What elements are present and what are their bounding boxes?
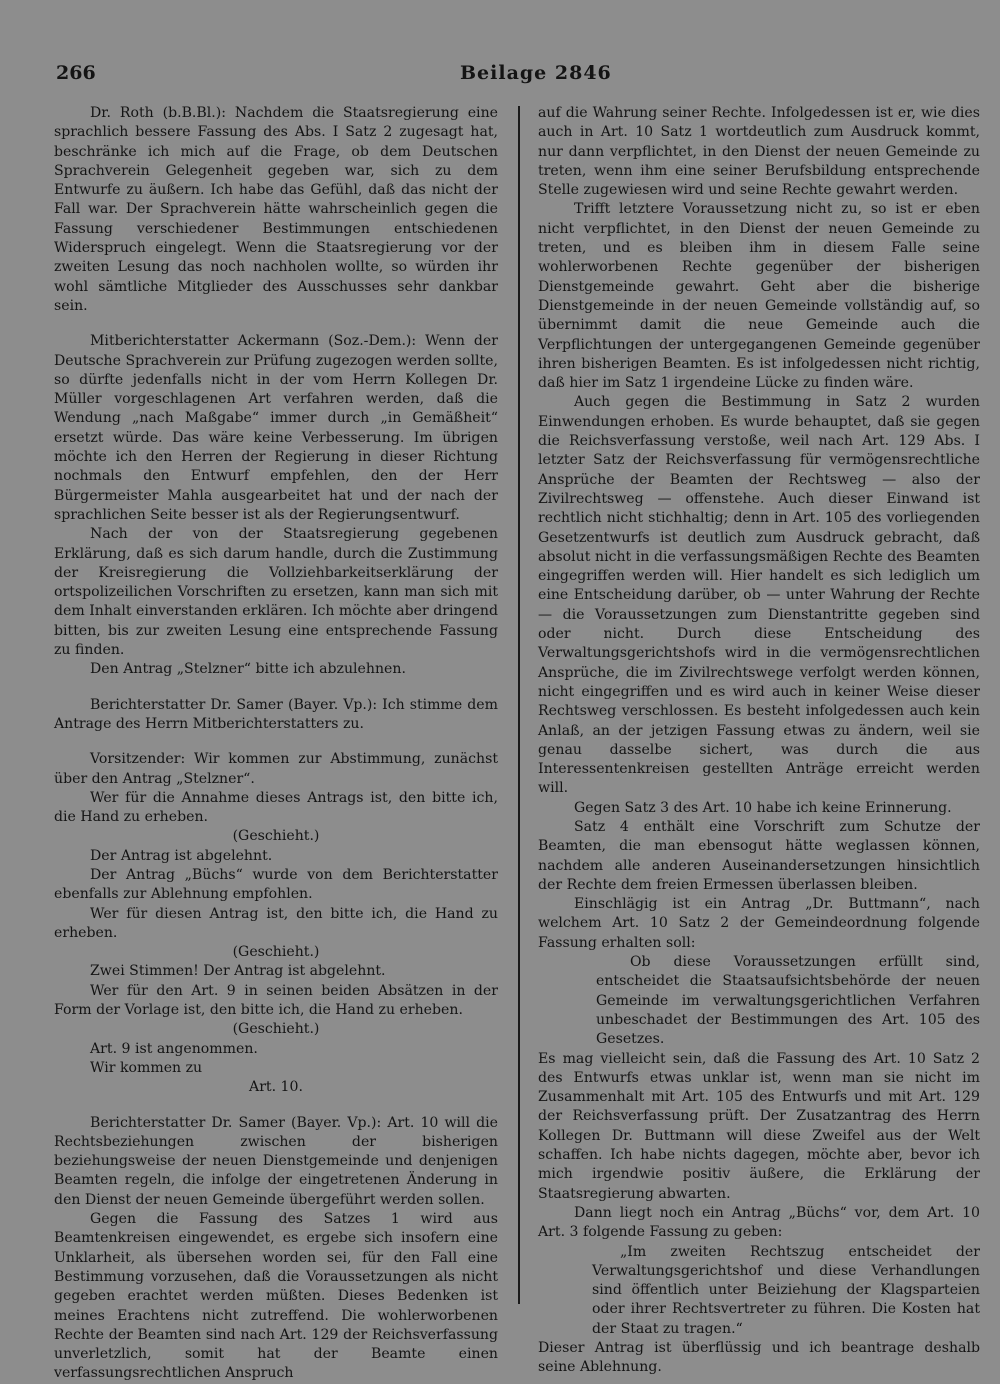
paragraph: Gegen die Fassung des Satzes 1 wird aus Beamtenkreisen eingewendet, es ergebe sich insofern eine Unklarheit, als übersehen worden sei, für den Fall eine Bestimmung vorzusehen, daß die Voraussetzungen als nicht gegeben erachtet werden müßten. Dieses Bedenken ist meines Erachtens nicht zutreffend. Die wohlerworbenen Rechte der Beamten sind nach Art. 129 der Reichsverfassung unverletzlich, somit hat der Beamte einen verfassungsrechtlichen Anspruch <box>54 1211 498 1382</box>
paragraph: auf die Wahrung seiner Rechte. Infolgedessen ist er, wie dies auch in Art. 10 Satz 1 wortdeutlich zum Ausdruck kommt, nur dann verpflichtet, in den Dienst der neuen Gemeinde zu treten, wenn ihm eine seiner Berufsbildung entsprechende Stelle zugewiesen wird und seine Rechte gewahrt werden. <box>538 105 980 199</box>
paragraph: Vorsitzender: Wir kommen zur Abstimmung, zunächst über den Antrag „Stelzner“. <box>54 751 498 787</box>
quoted-amendment: „Im zweiten Rechtszug entscheidet der Verwaltungsgerichtshof und diese Verhandlungen sind öffentlich unter Beiziehung der Klagsparteien oder ihrer Rechtsvertreter zu führen. Die Kosten hat der Staat zu tragen.“ <box>592 1243 980 1337</box>
paragraph: Art. 9 ist angenommen. <box>90 1040 258 1057</box>
paragraph: Dann liegt noch ein Antrag „Büchs“ vor, dem Art. 10 Art. 3 folgende Fassung zu geben: <box>538 1204 980 1241</box>
stage-direction: (Geschieht.) <box>232 1021 320 1038</box>
paragraph: Zwei Stimmen! Der Antrag ist abgelehnt. <box>90 963 386 980</box>
paragraph: Dieser Antrag ist überflüssig und ich beantrage deshalb seine Ablehnung. <box>538 1340 980 1376</box>
page-title: Beilage 2846 <box>460 62 612 84</box>
quoted-amendment: Ob diese Voraussetzungen erfüllt sind, entscheidet die Staatsaufsichtsbehörde der neuen Gemeinde im verwaltungsgerichtlichen Verfahren unbeschadet der Bestimmungen des Art. 105 des Gesetzes. <box>596 954 980 1048</box>
paragraph: Einschlägig ist ein Antrag „Dr. Buttmann“, nach welchem Art. 10 Satz 2 der Gemeindeordnung folgende Fassung erhalten soll: <box>538 896 980 951</box>
page-number: 266 <box>56 62 96 84</box>
paragraph: Berichterstatter Dr. Samer (Bayer. Vp.): Ich stimme dem Antrage des Herrn Mitberichterstatters zu. <box>54 696 498 732</box>
paragraph: Gegen Satz 3 des Art. 10 habe ich keine Erinnerung. <box>574 799 952 816</box>
left-column <box>54 104 498 1384</box>
paragraph: Mitberichterstatter Ackermann (Soz.-Dem.): Wenn der Deutsche Sprachverein zur Prüfung zugezogen werden sollte, so dürfte jedenfalls nicht in der vom Herrn Kollegen Dr. Müller vorgeschlagenen Art verfahren werden, daß die Wendung „nach Maßgabe“ immer durch „in Gemäßheit“ ersetzt würde. Das wäre keine Verbesserung. Im übrigen möchte ich den Herren der Regierung in dieser Richtung nochmals den Entwurf empfehlen, den der Herr Bürgermeister Mahla ausgearbeitet hat und der nach der sprachlichen Seite besser ist als der Regierungsentwurf. <box>54 333 498 523</box>
paragraph: Der Antrag „Büchs“ wurde von dem Berichterstatter ebenfalls zur Ablehnung empfohlen. <box>54 866 498 903</box>
paragraph: Trifft letztere Voraussetzung nicht zu, so ist er eben nicht verpflichtet, in den Dienst der neuen Gemeinde zu treten, und es bleiben ihm in diesem Falle seine wohlerworbenen Rechte gegenüber der bisherigen Dienstgemeinde gewahrt. Geht aber die bisherige Dienstgemeinde in der neuen Gemeinde vollständig auf, so übernimmt damit die neue Gemeinde auch die Verpflichtungen der untergegangenen Gemeinde gegenüber ihren bisherigen Beamten. Es ist infolgedessen nicht richtig, daß hier im Satz 1 irgendeine Lücke zu finden wäre. <box>538 201 980 392</box>
paragraph: Den Antrag „Stelzner“ bitte ich abzulehnen. <box>90 661 406 678</box>
column-divider <box>518 106 520 1304</box>
section-heading: Art. 10. <box>249 1079 303 1096</box>
paragraph: Wer für diesen Antrag ist, den bitte ich, die Hand zu erheben. <box>54 905 498 941</box>
paragraph: Wer für die Annahme dieses Antrags ist, den bitte ich, die Hand zu erheben. <box>54 789 498 826</box>
right-column <box>538 104 980 1378</box>
page-header <box>56 62 978 92</box>
stage-direction: (Geschieht.) <box>232 828 320 845</box>
paragraph: Dr. Roth (b.B.Bl.): Nachdem die Staatsregierung eine sprachlich bessere Fassung des Abs. I Satz 2 zugesagt hat, beschränke ich mich auf die Frage, ob dem Deutschen Sprachverein Gelegenheit gegeben war, sich zu dem Entwurfe zu äußern. Ich habe das Gefühl, daß das nicht der Fall war. Der Sprachverein hätte wahrscheinlich gegen die Fassung verschiedener Bestimmungen entschiedenen Widerspruch eingelegt. Wenn die Staatsregierung vor der zweiten Lesung das noch nachholen wollte, so würden ihr wohl sämtliche Mitglieder des Ausschusses sehr dankbar sein. <box>54 105 498 314</box>
stage-direction: (Geschieht.) <box>232 944 320 961</box>
paragraph: Der Antrag ist abgelehnt. <box>90 847 273 864</box>
paragraph: Auch gegen die Bestimmung in Satz 2 wurden Einwendungen erhoben. Es wurde behauptet, daß sie gegen die Reichsverfassung verstoße, weil nach Art. 129 Abs. I letzter Satz der Reichsverfassung für vermögensrechtliche Ansprüche der Beamten der Rechtsweg — also der Zivilrechtsweg — offenstehe. Auch dieser Einwand ist rechtlich nicht stichhaltig; denn in Art. 105 des vorliegenden Gesetzentwurfs ist deutlich zum Ausdruck gebracht, daß absolut nicht in die verfassungsmäßigen Rechte des Beamten eingegriffen werden will. Hier handelt es sich lediglich um eine Entscheidung darüber, ob — unter Wahrung der Rechte — die Voraussetzungen zum Dienstantritte gegeben sind oder nicht. Durch diese Entscheidung des Verwaltungsgerichtshofs wird in die vermögensrechtlichen Ansprüche, die im Zivilrechtswege verfolgt werden können, nicht eingegriffen und es wird auch in keiner Weise dieser Rechtsweg verschlossen. Es besteht infolgedessen auch kein Anlaß, an der jetzigen Fassung etwas zu ändern, weil sie genau dasselbe sichert, was durch die aus Interessentenkreisen gestellten Anträge erreicht werden will. <box>538 394 980 797</box>
paragraph: Nach der von der Staatsregierung gegebenen Erklärung, daß es sich darum handle, durch die Zustimmung der Kreisregierung die Vollziehbarkeitserklärung der ortspolizeilichen Vorschriften zu ersetzen, kann man sich mit dem Inhalt einverstanden erklären. Ich möchte aber dringend bitten, bis zur zweiten Lesung eine entsprechende Fassung zu finden. <box>54 526 498 659</box>
paragraph: Es mag vielleicht sein, daß die Fassung des Art. 10 Satz 2 des Entwurfs etwas unklar ist, wenn man sie nicht im Zusammenhalt mit Art. 105 des Entwurfs und mit Art. 129 der Reichsverfassung prüft. Der Zusatzantrag des Herrn Kollegen Dr. Buttmann will diese Zweifel aus der Welt schaffen. Ich habe nichts dagegen, möchte aber, bevor ich mich irgendwie positiv äußere, die Erklärung der Staatsregierung abwarten. <box>538 1050 980 1202</box>
paragraph: Wir kommen zu <box>90 1059 203 1076</box>
paragraph: Berichterstatter Dr. Samer (Bayer. Vp.): Art. 10 will die Rechtsbeziehungen zwischen der bisherigen beziehungsweise der neuen Dienstgemeinde und denjenigen Beamten regeln, die infolge der eingetretenen Änderung in den Dienst der neuen Gemeinde übergeführt werden sollen. <box>54 1114 498 1208</box>
paragraph: Satz 4 enthält eine Vorschrift zum Schutze der Beamten, die man ebensogut hätte weglassen können, nachdem alle anderen Auseinandersetzungen hinsichtlich der Rechte dem freien Ermessen überlassen bleiben. <box>538 818 980 893</box>
paragraph: Wer für den Art. 9 in seinen beiden Absätzen in der Form der Vorlage ist, den bitte ich, die Hand zu erheben. <box>54 982 498 1019</box>
